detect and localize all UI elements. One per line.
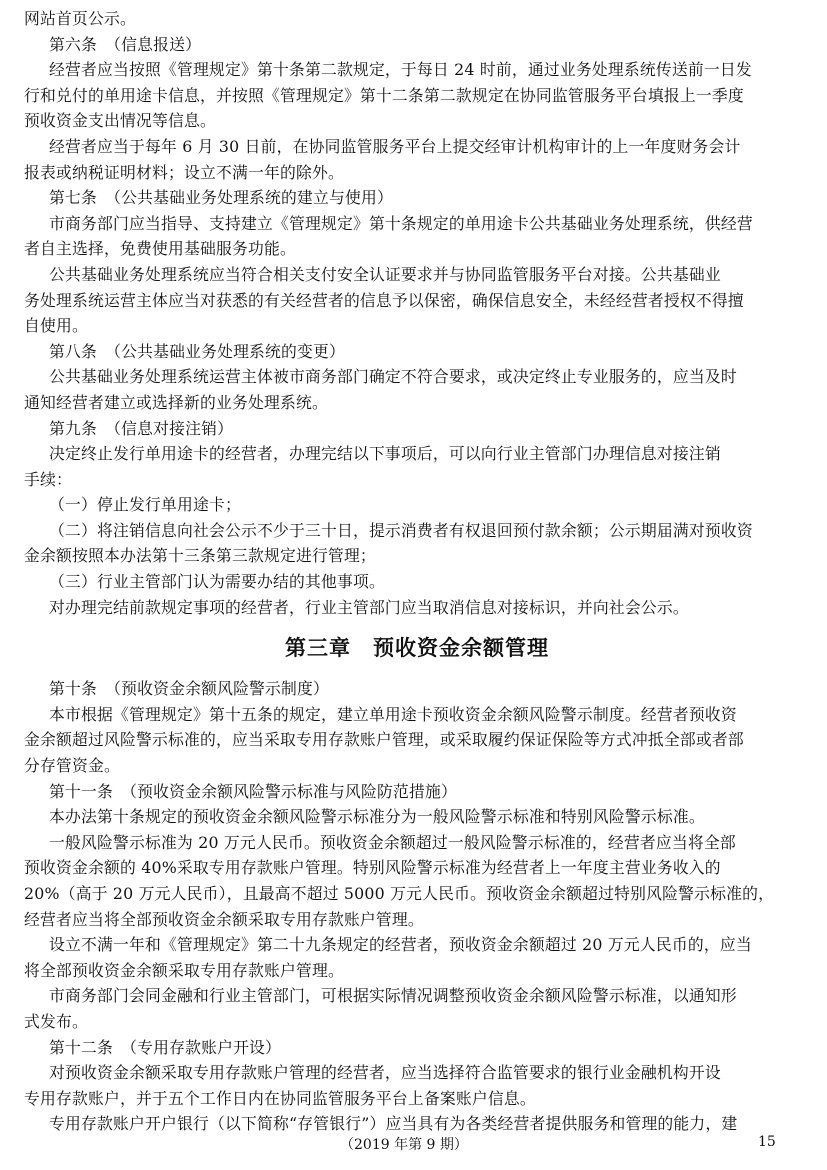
text-line: 报表或纳税证明材料；设立不满一年的除外。 bbox=[24, 162, 344, 182]
page-number: 15 bbox=[758, 1134, 776, 1150]
text-line: 第七条 （公共基础业务处理系统的建立与使用） bbox=[49, 188, 394, 208]
chapter-heading: 第三章 预收资金余额管理 bbox=[285, 636, 549, 661]
text-line: 者自主选择，免费使用基础服务功能。 bbox=[24, 239, 296, 259]
text-line: 本市根据《管理规定》第十五条的规定，建立单用途卡预收资金余额风险警示制度。经营者预收资 bbox=[49, 704, 737, 724]
text-line: 经营者应当按照《管理规定》第十条第二款规定，于每日 24 时前，通过业务处理系统传送前一日发 bbox=[49, 60, 752, 80]
text-block-after-heading bbox=[24, 676, 810, 1137]
text-line: 手续： bbox=[24, 469, 72, 489]
text-line: 设立不满一年和《管理规定》第二十九条规定的经营者，预收资金余额超过 20 万元人民币的，应当 bbox=[49, 935, 752, 955]
text-line: 公共基础业务处理系统应当符合相关支付安全认证要求并与协同监管服务平台对接。公共基础业 bbox=[49, 264, 721, 284]
text-line: 预收资金支出情况等信息。 bbox=[24, 111, 216, 131]
text-line: 对预收资金余额采取专用存款账户管理的经营者，应当选择符合监管要求的银行业金融机构开设 bbox=[49, 1063, 721, 1083]
text-line: 行和兑付的单用途卡信息，并按照《管理规定》第十二条第二款规定在协同监管服务平台填报上一季度 bbox=[24, 85, 744, 105]
text-line: 第八条 （公共基础业务处理系统的变更） bbox=[49, 341, 346, 361]
text-line: 自使用。 bbox=[24, 316, 88, 336]
text-line: 决定终止发行单用途卡的经营者，办理完结以下事项后，可以向行业主管部门办理信息对接注销 bbox=[49, 444, 721, 464]
text-line: 经营者应当于每年 6 月 30 日前，在协同监管服务平台上提交经审计机构审计的上一年度财务会计 bbox=[49, 136, 741, 156]
text-line: 务处理系统运营主体应当对获悉的有关经营者的信息予以保密，确保信息安全，未经经营者授权不得擅 bbox=[24, 290, 744, 310]
text-block-before-heading bbox=[24, 6, 810, 620]
text-line: 金余额超过风险警示标准的，应当采取专用存款账户管理，或采取履约保证保险等方式冲抵全部或者部 bbox=[24, 730, 744, 750]
text-line: 分存管资金。 bbox=[24, 756, 120, 776]
text-line: （一）停止发行单用途卡； bbox=[49, 495, 241, 515]
text-line: 20%（高于 20 万元人民币），且最高不超过 5000 万元人民币。预收资金余额超过特别风险警示标准的， bbox=[24, 884, 775, 903]
text-line: 对办理完结前款规定事项的经营者，行业主管部门应当取消信息对接标识，并向社会公示。 bbox=[49, 597, 689, 617]
text-line: 市商务部门会同金融和行业主管部门，可根据实际情况调整预收资金余额风险警示标准，以通知形 bbox=[49, 986, 737, 1006]
text-line: 通知经营者建立或选择新的业务处理系统。 bbox=[24, 392, 328, 412]
text-line: 一般风险警示标准为 20 万元人民币。预收资金余额超过一般风险警示标准的，经营者应当将全部 bbox=[49, 832, 736, 852]
text-line: 将全部预收资金余额采取专用存款账户管理。 bbox=[24, 960, 344, 980]
text-line: 式发布。 bbox=[24, 1011, 88, 1031]
text-line: （二）将注销信息向社会公示不少于三十日，提示消费者有权退回预付款余额；公示期届满对预收资 bbox=[49, 520, 753, 540]
text-line: 第十二条 （专用存款账户开设） bbox=[49, 1037, 282, 1057]
text-line: 第十一条 （预收资金余额风险警示标准与风险防范措施） bbox=[49, 781, 458, 801]
page-footer bbox=[0, 1134, 827, 1158]
text-line: 专用存款账户，并于五个工作日内在协同监管服务平台上备案账户信息。 bbox=[24, 1088, 536, 1108]
text-line: 第十条 （预收资金余额风险警示制度） bbox=[49, 679, 330, 699]
text-line: （三）行业主管部门认为需要办结的其他事项。 bbox=[49, 572, 385, 592]
text-line: 第六条 （信息报送） bbox=[49, 34, 202, 54]
document-page bbox=[24, 6, 810, 1137]
text-line: 网站首页公示。 bbox=[24, 9, 136, 28]
text-line: 预收资金余额的 40%采取专用存款账户管理。特别风险警示标准为经营者上一年度主营业务收入的 bbox=[24, 858, 721, 878]
text-line: 公共基础业务处理系统运营主体被市商务部门确定不符合要求，或决定终止专业服务的，应当及时 bbox=[49, 367, 737, 387]
issue-label: （2019 年第 9 期） bbox=[340, 1137, 468, 1153]
text-line: 本办法第十条规定的预收资金余额风险警示标准分为一般风险警示标准和特别风险警示标准。 bbox=[49, 807, 705, 827]
text-line: 第九条 （信息对接注销） bbox=[49, 418, 234, 438]
text-line: 金余额按照本办法第十三条第三款规定进行管理； bbox=[24, 546, 376, 566]
text-line: 市商务部门应当指导、支持建立《管理规定》第十条规定的单用途卡公共基础业务处理系统，供经营 bbox=[49, 213, 753, 233]
text-line: 经营者应当将全部预收资金余额采取专用存款账户管理。 bbox=[24, 909, 424, 929]
text-line: 专用存款账户开户银行（以下简称“存管银行”）应当具有为各类经营者提供服务和管理的能力，建 bbox=[49, 1114, 738, 1134]
